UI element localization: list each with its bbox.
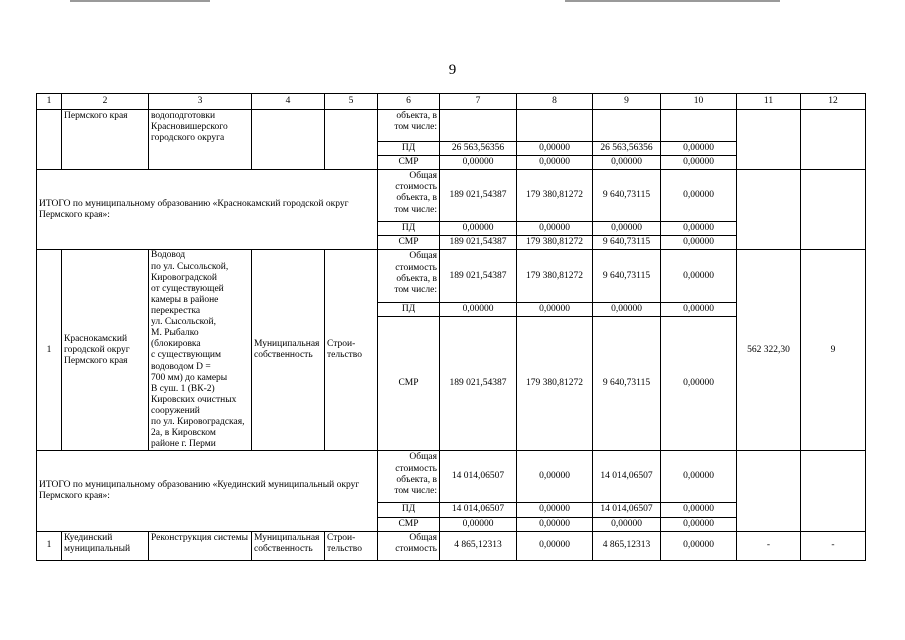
value-cell: 0,00000: [517, 156, 593, 170]
municipality-cell: Пермского края: [62, 110, 149, 170]
cost-kind-label: СМР: [378, 156, 440, 170]
value-cell: 0,00000: [517, 142, 593, 156]
row-number: 1: [37, 531, 62, 560]
cost-kind-label: объекта, в том числе:: [378, 110, 440, 142]
col-header: 5: [325, 94, 378, 110]
total-row: [37, 451, 866, 503]
col12-value: -: [801, 531, 866, 560]
col-header: 7: [440, 94, 517, 110]
value-cell: 4 865,12313: [440, 531, 517, 560]
table-row: [37, 531, 866, 560]
row-number: 1: [37, 250, 62, 451]
value-cell: 0,00000: [517, 531, 593, 560]
value-cell: 0,00000: [661, 170, 737, 222]
cost-kind-label: ПД: [378, 222, 440, 236]
value-cell: 0,00000: [661, 250, 737, 302]
value-cell: 0,00000: [661, 142, 737, 156]
col-header: 1: [37, 94, 62, 110]
value-cell: 0,00000: [593, 302, 661, 316]
scan-edge-line-left: [70, 0, 210, 2]
value-cell: 179 380,81272: [517, 250, 593, 302]
total-label: ИТОГО по муниципальному образованию «Куединский муниципальный округ Пермского края»:: [37, 451, 378, 531]
col-header: 4: [252, 94, 325, 110]
object-cell: [149, 250, 252, 451]
value-cell: 14 014,06507: [593, 451, 661, 503]
value-cell: 0,00000: [661, 317, 737, 451]
value-cell: 0,00000: [517, 222, 593, 236]
object-description-line: с существующим: [151, 350, 221, 361]
object-description-line: Кировских очистных: [151, 394, 237, 405]
cost-kind-label: СМР: [378, 317, 440, 451]
total-label: ИТОГО по муниципальному образованию «Краснокамский городской округ Пермского края»:: [37, 170, 378, 250]
budget-table: [36, 93, 866, 561]
cost-kind-label: Общая стоимость объекта, в том числе:: [378, 250, 440, 302]
object-description: [151, 250, 249, 450]
col-header: 12: [801, 94, 866, 110]
value-cell: 189 021,54387: [440, 317, 517, 451]
municipality-cell: Краснокамский городской округ Пермского края: [62, 250, 149, 451]
ownership-cell: Муниципальная собственность: [252, 531, 325, 560]
cost-kind-label: Общая стоимость объекта, в том числе:: [378, 451, 440, 503]
table-row: [37, 110, 866, 142]
object-description-line: 700 мм) до камеры: [151, 372, 228, 383]
col-header: 3: [149, 94, 252, 110]
value-cell: 189 021,54387: [440, 170, 517, 222]
value-cell: 26 563,56356: [440, 142, 517, 156]
value-cell: 0,00000: [661, 222, 737, 236]
page-number: 9: [448, 62, 457, 78]
object-description-line: перекрестка: [151, 305, 201, 316]
object-description-line: Кировоградской: [151, 272, 217, 283]
value-cell: 0,00000: [593, 156, 661, 170]
ownership-cell: Муниципальная собственность: [252, 250, 325, 451]
value-cell: 0,00000: [593, 517, 661, 531]
value-cell: 9 640,73115: [593, 317, 661, 451]
cost-kind-label: СМР: [378, 236, 440, 250]
municipality-cell: Куединский муниципальный: [62, 531, 149, 560]
object-description-line: Водовод: [151, 250, 186, 261]
cost-kind-label: ПД: [378, 142, 440, 156]
object-description-line: (блокировка: [151, 339, 201, 350]
value-cell: 26 563,56356: [593, 142, 661, 156]
value-cell: 9 640,73115: [593, 170, 661, 222]
object-description-line: районе г. Перми: [151, 439, 216, 450]
value-cell: 0,00000: [593, 222, 661, 236]
work-type-cell: Строи-тельство: [325, 531, 378, 560]
col-header: 2: [62, 94, 149, 110]
value-cell: 0,00000: [517, 302, 593, 316]
scan-edge-line-right: [565, 0, 780, 2]
cost-kind-label: Общая стоимость: [378, 531, 440, 560]
total-row: [37, 170, 866, 222]
object-description-line: по ул. Сысольской,: [151, 261, 229, 272]
value-cell: 9 640,73115: [593, 250, 661, 302]
object-description-line: В суш. 1 (ВК-2): [151, 383, 215, 394]
cost-kind-label: СМР: [378, 517, 440, 531]
value-cell: 179 380,81272: [517, 236, 593, 250]
cost-kind-label: ПД: [378, 503, 440, 517]
object-description-line: ул. Сысольской,: [151, 317, 217, 328]
value-cell: 0,00000: [661, 503, 737, 517]
value-cell: 0,00000: [661, 451, 737, 503]
col-header: 10: [661, 94, 737, 110]
col11-value: -: [737, 531, 801, 560]
cost-kind-label: Общая стоимость объекта, в том числе:: [378, 170, 440, 222]
object-description-line: М. Рыбалко: [151, 328, 199, 339]
value-cell: 0,00000: [661, 531, 737, 560]
object-description-line: водоводом D =: [151, 361, 211, 372]
value-cell: 14 014,06507: [440, 451, 517, 503]
value-cell: 0,00000: [661, 236, 737, 250]
value-cell: 0,00000: [440, 517, 517, 531]
col11-value: 562 322,30: [737, 250, 801, 451]
col-header: 11: [737, 94, 801, 110]
value-cell: 189 021,54387: [440, 250, 517, 302]
table-header-row: [37, 94, 866, 110]
col12-value: 9: [801, 250, 866, 451]
value-cell: 0,00000: [517, 451, 593, 503]
col-header: 9: [593, 94, 661, 110]
work-type-cell: Строи-тельство: [325, 250, 378, 451]
object-description-line: по ул. Кировоградская,: [151, 417, 245, 428]
value-cell: 189 021,54387: [440, 236, 517, 250]
value-cell: 4 865,12313: [593, 531, 661, 560]
value-cell: 0,00000: [517, 503, 593, 517]
object-description-line: 2а, в Кировском: [151, 428, 216, 439]
object-description-line: камеры в районе: [151, 294, 219, 305]
object-cell: водоподготовки Красновишерского городского округа: [149, 110, 252, 170]
value-cell: 14 014,06507: [440, 503, 517, 517]
value-cell: 0,00000: [661, 156, 737, 170]
cost-kind-label: ПД: [378, 302, 440, 316]
value-cell: 9 640,73115: [593, 236, 661, 250]
value-cell: 0,00000: [440, 302, 517, 316]
value-cell: 179 380,81272: [517, 170, 593, 222]
object-description-line: сооружений: [151, 405, 200, 416]
object-cell: Реконструкция системы: [149, 531, 252, 560]
value-cell: 0,00000: [440, 222, 517, 236]
value-cell: 0,00000: [661, 302, 737, 316]
value-cell: 0,00000: [661, 517, 737, 531]
table-row: [37, 250, 866, 302]
col-header: 6: [378, 94, 440, 110]
value-cell: 0,00000: [517, 517, 593, 531]
value-cell: 179 380,81272: [517, 317, 593, 451]
value-cell: 0,00000: [440, 156, 517, 170]
value-cell: 14 014,06507: [593, 503, 661, 517]
col-header: 8: [517, 94, 593, 110]
object-description-line: от существующей: [151, 283, 224, 294]
